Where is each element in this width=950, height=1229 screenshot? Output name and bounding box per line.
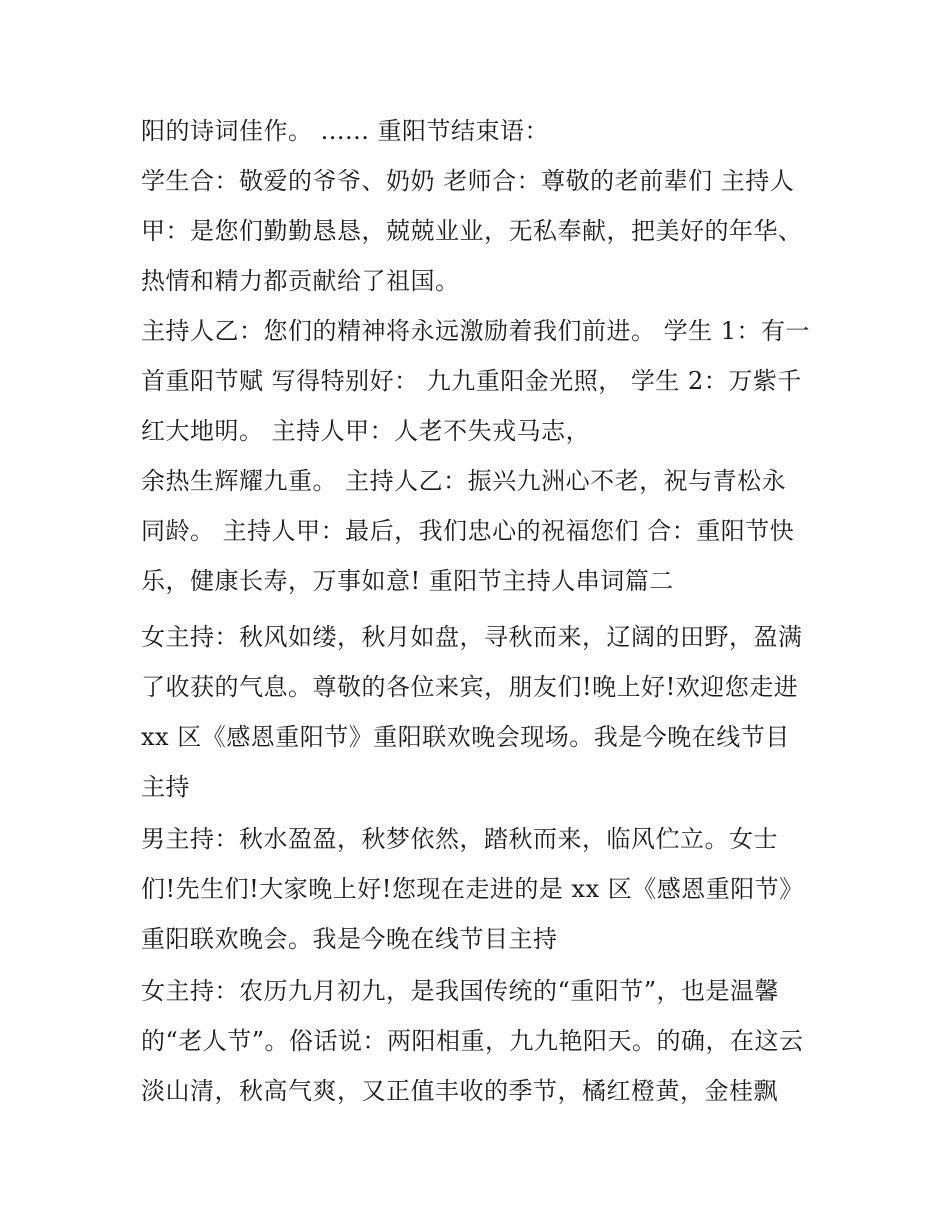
text-line: 重阳联欢晚会。我是今晚在线节目主持 [141,925,558,953]
text-line: 余热生辉耀九重。 主持人乙：振兴九洲心不老，祝与青松永 [141,467,787,495]
text-line: 了收获的气息。尊敬的各位来宾，朋友们!晚上好!欢迎您走进 [141,673,799,701]
text-line: 阳的诗词佳作。 ...... 重阳节结束语： [141,117,550,145]
text-line: 的“老人节”。俗话说：两阳相重，九九艳阳天。的确，在这云 [141,1027,804,1055]
text-line: 甲：是您们勤勤恳恳，兢兢业业，无私奉献，把美好的年华、 [141,217,803,245]
text-line: 主持 [141,773,190,801]
text-line: 女主持：农历九月初九，是我国传统的“重阳节”，也是温馨 [141,977,780,1005]
text-line: 主持人乙：您们的精神将永远激励着我们前进。 学生 1：有一 [141,317,811,345]
text-line: 淡山清，秋高气爽，又正值丰收的季节，橘红橙黄，金桂飘 [141,1077,778,1105]
text-line: 女主持：秋风如缕，秋月如盘，寻秋而来，辽阔的田野，盈满 [141,623,803,651]
text-line: 们!先生们!大家晚上好!您现在走进的是 xx 区《感恩重阳节》 [141,875,804,903]
text-line: 男主持：秋水盈盈，秋梦依然，踏秋而来，临风伫立。女士 [141,825,778,853]
text-line: xx 区《感恩重阳节》重阳联欢晚会现场。我是今晚在线节目 [141,723,790,751]
text-line: 热情和精力都贡献给了祖国。 [141,267,460,295]
text-line: 首重阳节赋 写得特别好： 九九重阳金光照， 学生 2：万紫千 [141,367,802,395]
text-line: 乐，健康长寿，万事如意! 重阳节主持人串词篇二 [141,567,674,595]
text-line: 红大地明。 主持人甲：人老不失戎马志， [141,417,591,445]
text-line: 同龄。 主持人甲：最后，我们忠心的祝福您们 合：重阳节快 [141,517,795,545]
text-line: 学生合：敬爱的爷爷、奶奶 老师合：尊敬的老前辈们 主持人 [141,167,795,195]
